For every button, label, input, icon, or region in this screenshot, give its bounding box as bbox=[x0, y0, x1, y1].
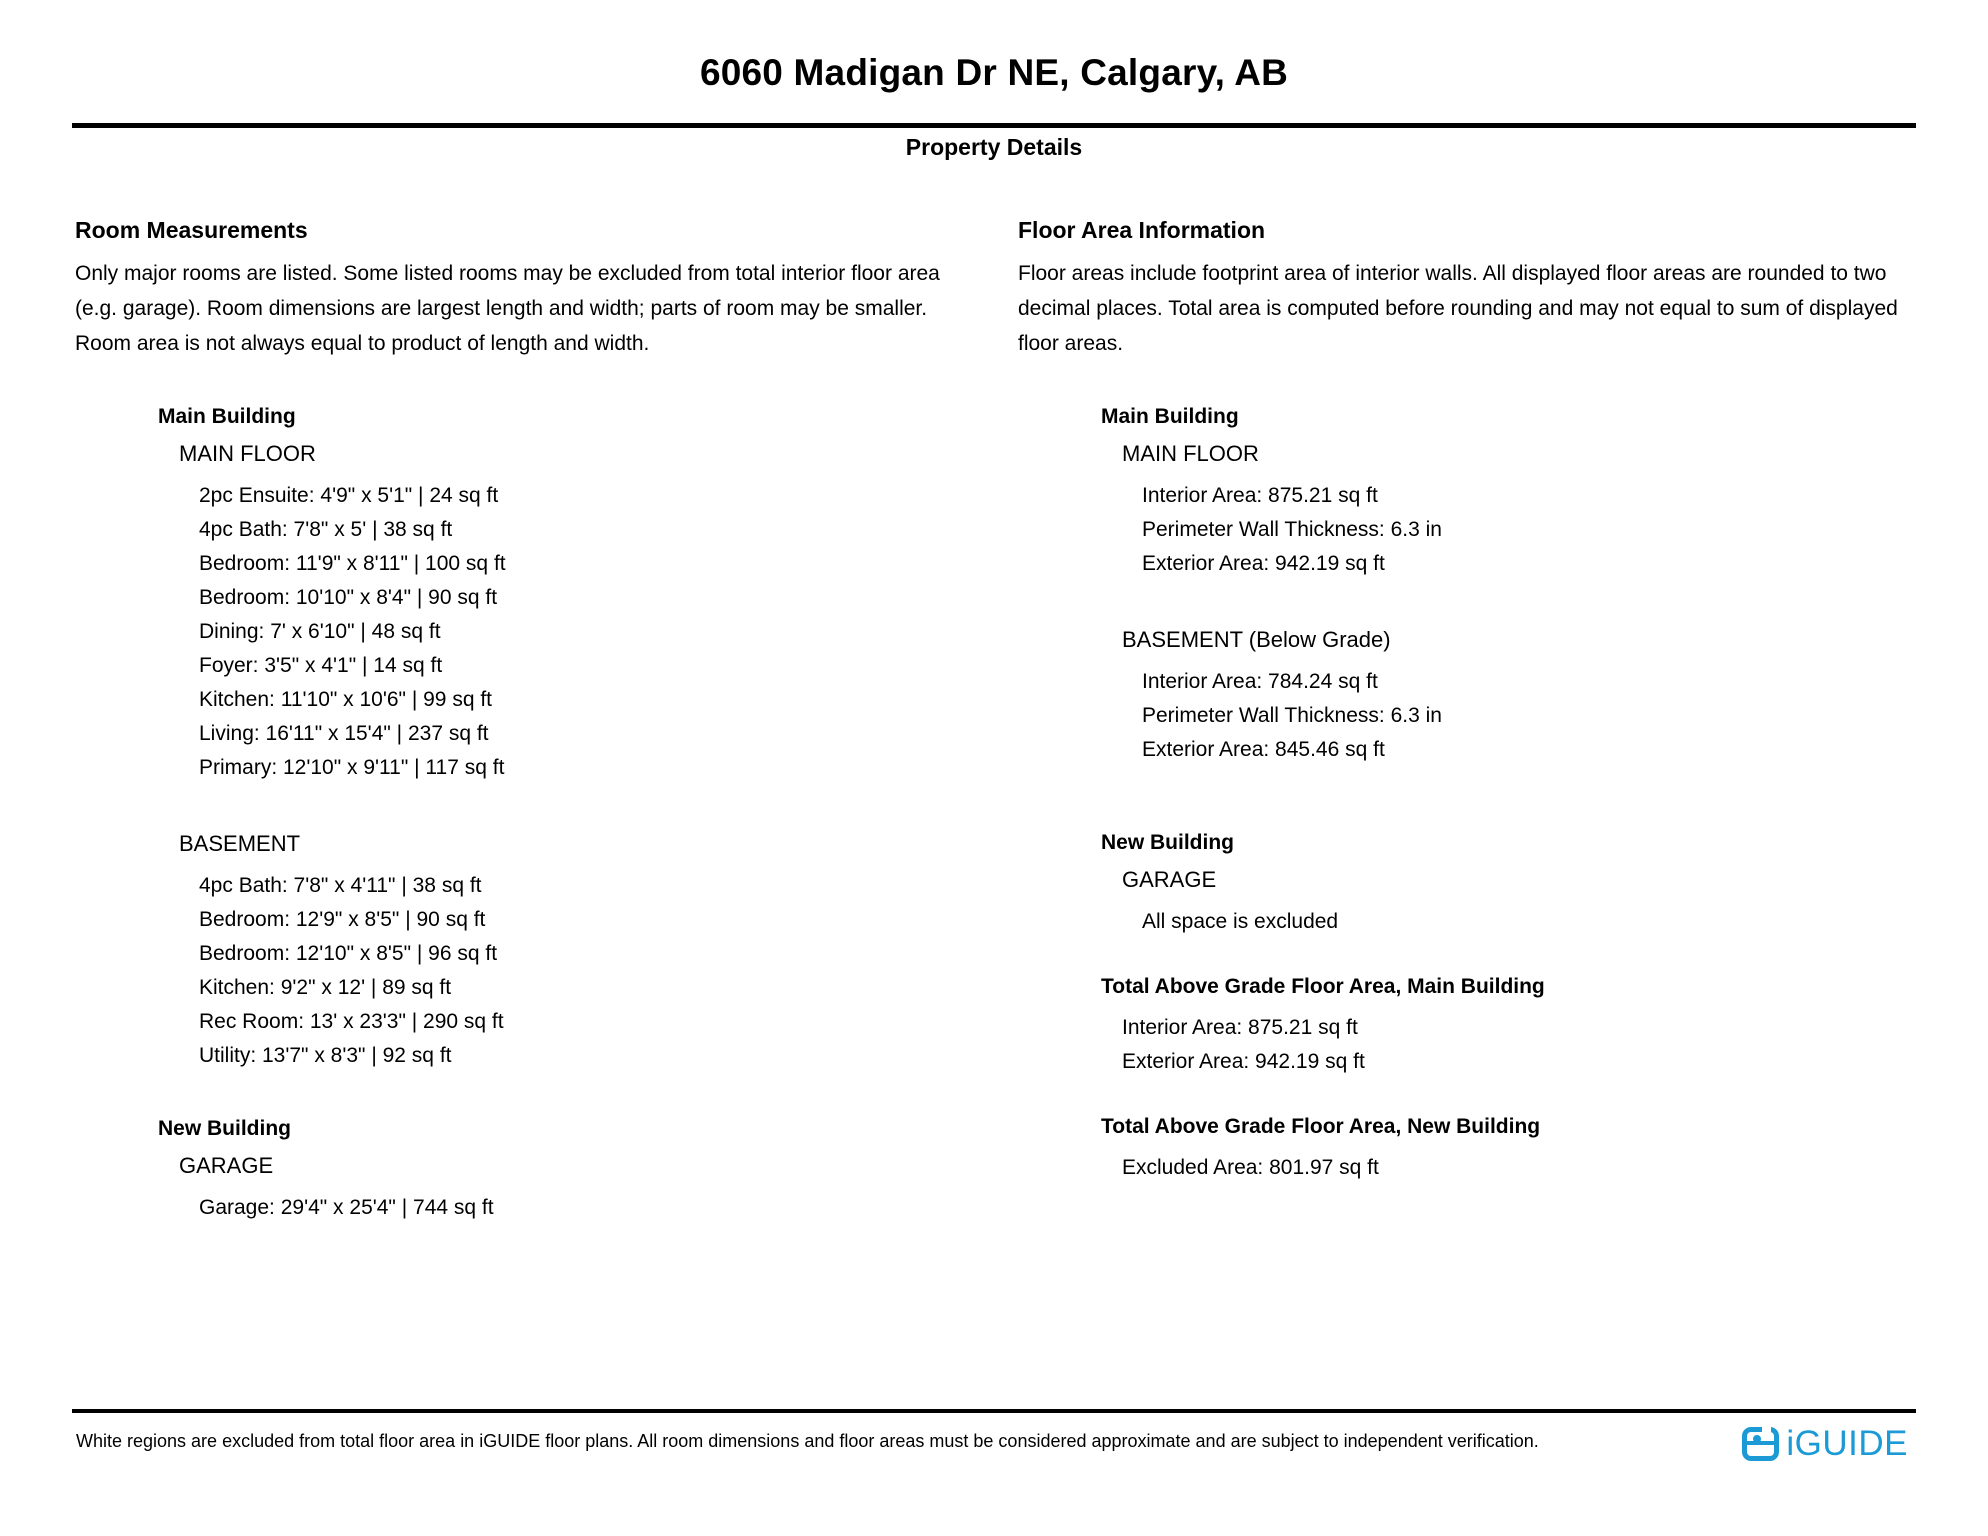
camera-icon-bar bbox=[1747, 1441, 1774, 1445]
area-line: All space is excluded bbox=[1142, 910, 1339, 933]
area-line: Interior Area: 875.21 sq ft bbox=[1142, 484, 1378, 507]
building-name: Main Building bbox=[158, 405, 296, 428]
basement-group bbox=[179, 831, 975, 1073]
room-measurements-description: Only major rooms are listed. Some listed rooms may be excluded from total interior floor area (e.g. garage). Room dimensions are largest length and width; parts of room may be smaller. Room area is not always equal to product of length and width. bbox=[75, 262, 940, 355]
room-list bbox=[199, 869, 975, 1073]
main-building-areas-group bbox=[1101, 405, 1933, 767]
area-line: Exterior Area: 845.46 sq ft bbox=[1142, 738, 1385, 761]
total-above-grade-main-building bbox=[1101, 975, 1933, 1079]
room-item: Rec Room: 13' x 23'3" | 290 sq ft bbox=[199, 1010, 504, 1033]
basement-areas-group bbox=[1122, 627, 1933, 767]
building-name: New Building bbox=[1101, 831, 1234, 854]
room-item: Living: 16'11" x 15'4" | 237 sq ft bbox=[199, 722, 489, 745]
floor-name: GARAGE bbox=[179, 1153, 274, 1178]
area-list bbox=[1142, 479, 1933, 581]
total-lines bbox=[1122, 1151, 1933, 1185]
area-list bbox=[1142, 665, 1933, 767]
floor-name: MAIN FLOOR bbox=[1122, 441, 1259, 466]
room-item: Primary: 12'10" x 9'11" | 117 sq ft bbox=[199, 756, 505, 779]
total-line: Excluded Area: 801.97 sq ft bbox=[1122, 1156, 1379, 1179]
total-heading: Total Above Grade Floor Area, Main Building bbox=[1101, 975, 1545, 998]
room-list bbox=[199, 1191, 975, 1225]
total-heading: Total Above Grade Floor Area, New Building bbox=[1101, 1115, 1541, 1138]
area-line: Perimeter Wall Thickness: 6.3 in bbox=[1142, 518, 1442, 541]
footer-disclaimer: White regions are excluded from total floor area in iGUIDE floor plans. All room dimensions and floor areas must be considered approximate and are subject to independent verification. bbox=[76, 1431, 1539, 1451]
room-item: Kitchen: 11'10" x 10'6" | 99 sq ft bbox=[199, 688, 493, 711]
main-floor-group bbox=[179, 441, 975, 785]
page-subtitle: Property Details bbox=[905, 134, 1083, 160]
room-item: Bedroom: 10'10" x 8'4" | 90 sq ft bbox=[199, 586, 498, 609]
area-list bbox=[1142, 905, 1933, 939]
floor-name: BASEMENT (Below Grade) bbox=[1122, 627, 1391, 652]
iguide-logo-text: iGUIDE bbox=[1786, 1424, 1908, 1463]
floor-name: MAIN FLOOR bbox=[179, 441, 316, 466]
total-above-grade-new-building bbox=[1101, 1115, 1933, 1185]
room-item: Bedroom: 12'9" x 8'5" | 90 sq ft bbox=[199, 908, 486, 931]
floor-name: BASEMENT bbox=[179, 831, 301, 856]
room-item: Dining: 7' x 6'10" | 48 sq ft bbox=[199, 620, 441, 643]
floor-name: GARAGE bbox=[1122, 867, 1217, 892]
page-title: 6060 Madigan Dr NE, Calgary, AB bbox=[699, 52, 1289, 93]
main-building-group bbox=[158, 405, 975, 1073]
room-item: Foyer: 3'5" x 4'1" | 14 sq ft bbox=[199, 654, 443, 677]
new-building-group bbox=[158, 1117, 975, 1225]
garage-group bbox=[179, 1153, 975, 1225]
room-item: Utility: 13'7" x 8'3" | 92 sq ft bbox=[199, 1044, 452, 1067]
room-measurements-section bbox=[75, 218, 975, 1225]
floor-area-information-section bbox=[1018, 218, 1933, 1185]
main-floor-areas-group bbox=[1122, 441, 1933, 581]
floor-area-description: Floor areas include footprint area of interior walls. All displayed floor areas are rounded to two decimal places. Total area is computed before rounding and may not equal to sum of displayed floor areas. bbox=[1018, 262, 1898, 355]
header-rule bbox=[72, 123, 1916, 128]
room-item: 4pc Bath: 7'8" x 4'11" | 38 sq ft bbox=[199, 874, 482, 897]
building-name: New Building bbox=[158, 1117, 291, 1140]
new-building-areas-group bbox=[1101, 831, 1933, 939]
room-measurements-heading: Room Measurements bbox=[75, 217, 308, 243]
area-line: Exterior Area: 942.19 sq ft bbox=[1142, 552, 1385, 575]
camera-icon bbox=[1742, 1427, 1779, 1461]
total-line: Interior Area: 875.21 sq ft bbox=[1122, 1016, 1358, 1039]
floor-area-heading: Floor Area Information bbox=[1018, 217, 1266, 243]
room-item: Kitchen: 9'2" x 12' | 89 sq ft bbox=[199, 976, 452, 999]
building-name: Main Building bbox=[1101, 405, 1239, 428]
room-item: 2pc Ensuite: 4'9" x 5'1" | 24 sq ft bbox=[199, 484, 499, 507]
room-item: Garage: 29'4" x 25'4" | 744 sq ft bbox=[199, 1196, 494, 1219]
camera-icon-notch bbox=[1762, 1426, 1771, 1432]
footer-rule bbox=[72, 1409, 1916, 1413]
area-line: Perimeter Wall Thickness: 6.3 in bbox=[1142, 704, 1442, 727]
total-line: Exterior Area: 942.19 sq ft bbox=[1122, 1050, 1365, 1073]
room-list bbox=[199, 479, 975, 785]
total-lines bbox=[1122, 1011, 1933, 1079]
area-line: Interior Area: 784.24 sq ft bbox=[1142, 670, 1378, 693]
room-item: 4pc Bath: 7'8" x 5' | 38 sq ft bbox=[199, 518, 453, 541]
garage-areas-group bbox=[1122, 867, 1933, 939]
iguide-logo bbox=[1742, 1424, 1908, 1464]
room-item: Bedroom: 11'9" x 8'11" | 100 sq ft bbox=[199, 552, 506, 575]
room-item: Bedroom: 12'10" x 8'5" | 96 sq ft bbox=[199, 942, 498, 965]
